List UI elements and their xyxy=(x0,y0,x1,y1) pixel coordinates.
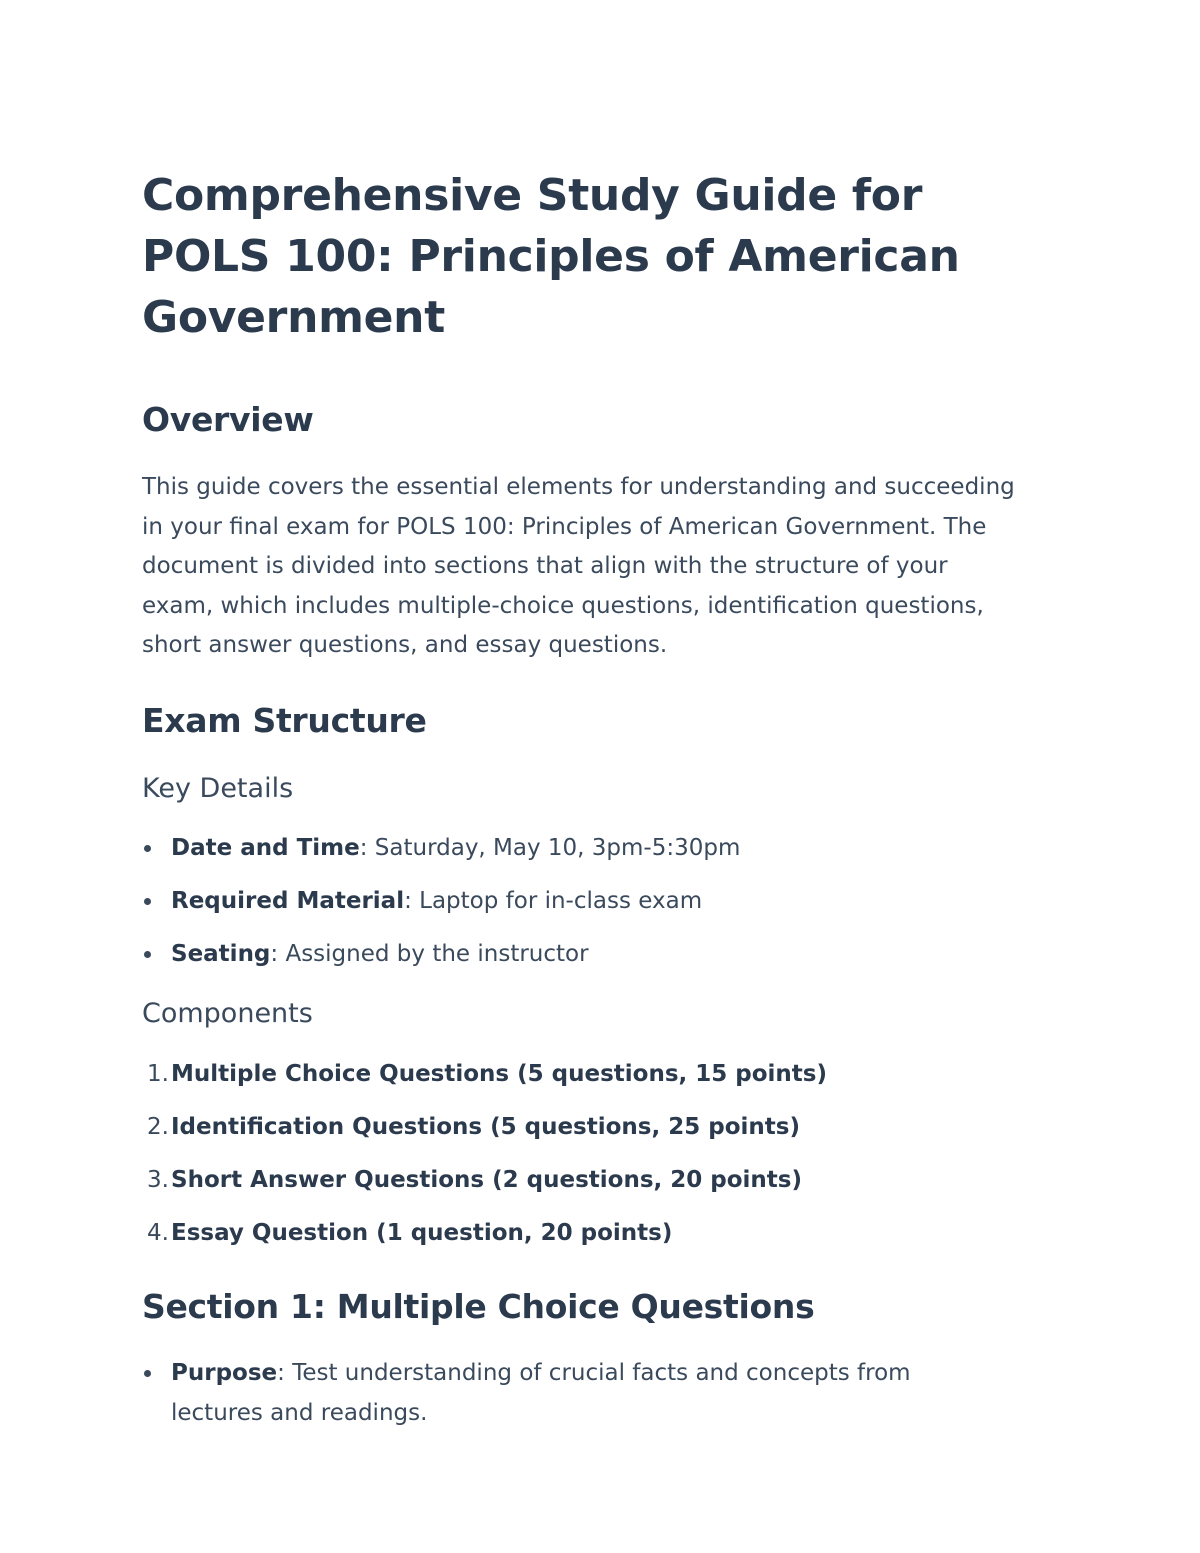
section1-list xyxy=(142,1353,1042,1433)
overview-heading: Overview xyxy=(142,400,314,439)
list-item xyxy=(142,1213,1042,1253)
key-details-list xyxy=(142,828,1042,974)
key-details-heading: Key Details xyxy=(142,772,294,804)
item-number: 4. xyxy=(147,1219,169,1246)
item-value: : Test understanding of crucial facts and concepts from lectures and readings. xyxy=(171,1359,911,1426)
item-label: Date and Time xyxy=(171,834,360,861)
item-text: Short Answer Questions (2 questions, 20 points) xyxy=(171,1166,802,1193)
item-label: Purpose xyxy=(171,1359,278,1386)
item-text: Essay Question (1 question, 20 points) xyxy=(171,1219,673,1246)
list-item xyxy=(142,934,1042,974)
bullet-icon xyxy=(144,845,151,852)
list-item xyxy=(142,1054,1042,1094)
list-item xyxy=(142,1107,1042,1147)
list-item xyxy=(142,1353,1001,1433)
bullet-icon xyxy=(144,951,151,958)
list-item xyxy=(142,881,1042,921)
exam-structure-heading: Exam Structure xyxy=(142,700,427,740)
item-value: : Saturday, May 10, 3pm-5:30pm xyxy=(359,834,741,861)
list-item xyxy=(142,1160,1042,1200)
item-value: : Laptop for in-class exam xyxy=(404,887,703,914)
document-page xyxy=(142,165,1042,1433)
section1-heading: Section 1: Multiple Choice Questions xyxy=(142,1286,815,1326)
document-title: Comprehensive Study Guide for POLS 100: Principles of American Government xyxy=(142,170,960,343)
list-item xyxy=(142,828,1042,868)
item-text: Multiple Choice Questions (5 questions, 15 points) xyxy=(171,1060,827,1087)
item-number: 1. xyxy=(147,1060,169,1087)
item-number: 3. xyxy=(147,1166,169,1193)
item-label: Seating xyxy=(171,940,271,967)
components-heading: Components xyxy=(142,997,313,1029)
item-text: Identification Questions (5 questions, 25 points) xyxy=(171,1113,800,1140)
item-number: 2. xyxy=(147,1113,169,1140)
bullet-icon xyxy=(144,1370,151,1377)
item-value: : Assigned by the instructor xyxy=(270,940,589,967)
bullet-icon xyxy=(144,898,151,905)
components-list xyxy=(142,1054,1042,1253)
overview-paragraph: This guide covers the essential elements for understanding and succeeding in your final exam for POLS 100: Principles of American Government. The document is divided into sections that align with the structure of your exam, which includes multiple-choice questions, identification questions, short answer questions, and essay questions. xyxy=(142,474,1015,659)
item-label: Required Material xyxy=(171,887,405,914)
